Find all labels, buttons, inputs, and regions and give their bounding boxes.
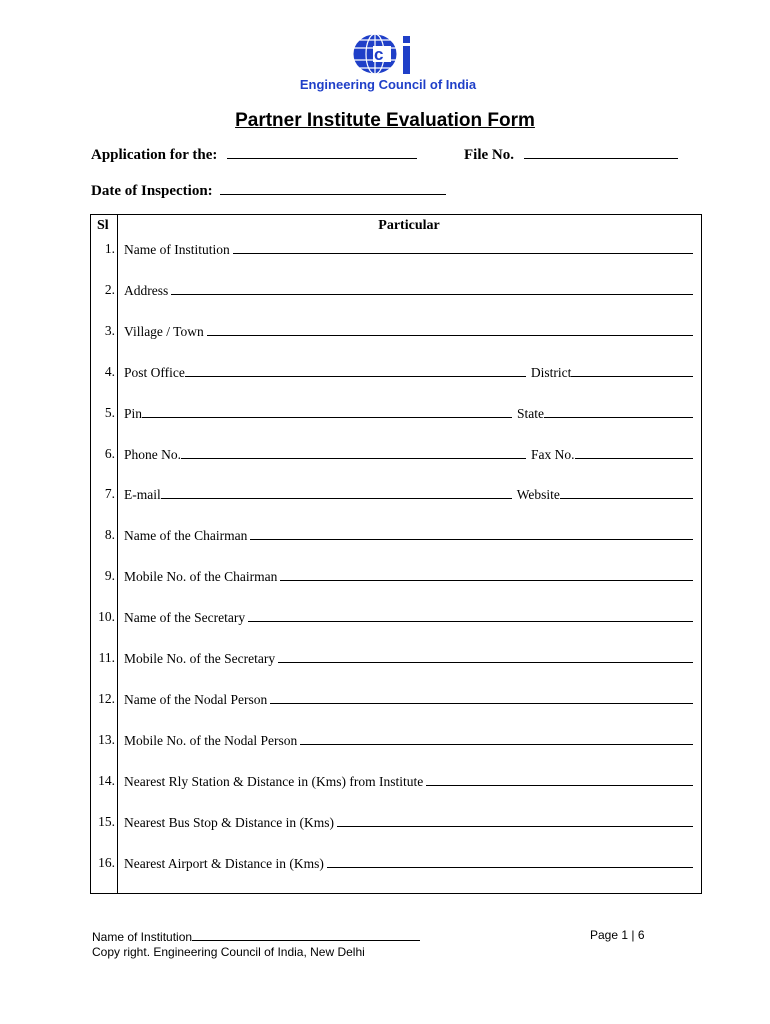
table-row bbox=[91, 650, 701, 672]
file-no-field[interactable] bbox=[464, 146, 678, 164]
date-of-inspection-label: Date of Inspection: bbox=[91, 183, 213, 199]
row-number: 5. bbox=[104, 404, 115, 420]
row-input-line[interactable] bbox=[327, 855, 693, 868]
particulars-table bbox=[90, 214, 702, 894]
row-number: 14. bbox=[98, 772, 115, 788]
row-number: 16. bbox=[98, 854, 115, 870]
row-particular bbox=[124, 282, 695, 299]
svg-text:c: c bbox=[374, 45, 384, 64]
table-row bbox=[91, 609, 701, 631]
row-particular bbox=[124, 323, 695, 340]
row-label: Name of the Nodal Person bbox=[124, 691, 268, 707]
row-label-secondary: Website bbox=[516, 487, 560, 503]
row-label: Mobile No. of the Secretary bbox=[124, 651, 276, 666]
row-label: E-mail bbox=[124, 487, 161, 503]
footer-institution-label: Name of Institution bbox=[92, 930, 193, 944]
table-row bbox=[91, 323, 701, 345]
row-particular bbox=[124, 855, 695, 872]
table-row bbox=[91, 241, 701, 263]
table-row bbox=[91, 691, 701, 713]
table-row bbox=[91, 527, 701, 549]
row-label: Name of Institution bbox=[124, 242, 230, 257]
table-row bbox=[91, 732, 701, 754]
footer-institution[interactable] bbox=[92, 928, 420, 944]
row-particular bbox=[124, 486, 695, 503]
application-for-field[interactable] bbox=[91, 146, 417, 164]
row-number: 4. bbox=[104, 363, 115, 379]
row-particular bbox=[124, 814, 695, 831]
file-no-label: File No. bbox=[464, 147, 514, 163]
row-label: Name of the Chairman bbox=[124, 528, 248, 544]
application-for-line[interactable] bbox=[227, 146, 417, 159]
row-particular bbox=[124, 773, 695, 790]
row-particular bbox=[124, 732, 695, 749]
row-input-line[interactable] bbox=[280, 568, 693, 581]
row-input-line[interactable] bbox=[207, 323, 693, 336]
row-input-line-secondary[interactable] bbox=[560, 486, 693, 499]
column-header-sl: Sl bbox=[97, 218, 109, 233]
row-input-line[interactable] bbox=[300, 732, 693, 745]
row-particular bbox=[124, 609, 695, 626]
row-input-line[interactable] bbox=[337, 814, 693, 827]
table-row bbox=[91, 486, 701, 508]
table-row bbox=[91, 568, 701, 590]
row-particular bbox=[124, 691, 695, 708]
row-label: Phone No. bbox=[124, 446, 181, 462]
row-input-line-secondary[interactable] bbox=[544, 405, 693, 418]
row-particular bbox=[124, 241, 695, 258]
column-header-particular: Particular bbox=[378, 218, 440, 233]
row-label: Address bbox=[124, 282, 169, 298]
row-label-secondary: District bbox=[530, 364, 572, 380]
row-number: 12. bbox=[98, 690, 115, 706]
footer-institution-line[interactable] bbox=[192, 928, 420, 941]
date-of-inspection-line[interactable] bbox=[220, 182, 446, 195]
row-particular bbox=[124, 364, 695, 381]
row-number: 8. bbox=[104, 527, 115, 543]
table-row bbox=[91, 446, 701, 468]
row-input-line[interactable] bbox=[233, 241, 693, 254]
row-number: 3. bbox=[104, 322, 115, 338]
row-number: 2. bbox=[104, 281, 115, 297]
eci-logo bbox=[351, 32, 421, 76]
row-label: Pin bbox=[124, 405, 143, 421]
row-number: 15. bbox=[98, 813, 115, 829]
row-number: 1. bbox=[104, 241, 115, 256]
organization-name: Engineering Council of India bbox=[299, 77, 477, 92]
i-stem bbox=[403, 46, 410, 74]
application-for-label: Application for the: bbox=[91, 147, 218, 163]
i-dot bbox=[403, 36, 410, 43]
table-row bbox=[91, 282, 701, 304]
table-row bbox=[91, 773, 701, 795]
row-label: Nearest Bus Stop & Distance in (Kms) bbox=[124, 814, 334, 830]
table-row bbox=[91, 855, 701, 877]
row-input-line-secondary[interactable] bbox=[571, 364, 693, 377]
footer-copyright: Copy right. Engineering Council of India, New Delhi bbox=[92, 945, 365, 959]
row-input-line[interactable] bbox=[248, 609, 693, 622]
row-label-secondary: State bbox=[517, 405, 545, 421]
row-input-line[interactable] bbox=[426, 773, 693, 786]
row-label: Mobile No. of the Nodal Person bbox=[124, 732, 298, 748]
row-label: Village / Town bbox=[124, 323, 204, 339]
form-title: Partner Institute Evaluation Form bbox=[235, 110, 535, 131]
row-particular bbox=[124, 446, 695, 463]
row-label: Nearest Airport & Distance in (Kms) bbox=[124, 855, 324, 871]
row-input-line[interactable] bbox=[185, 364, 526, 377]
row-input-line-secondary[interactable] bbox=[575, 446, 694, 459]
file-no-line[interactable] bbox=[524, 146, 678, 159]
table-row bbox=[91, 405, 701, 427]
row-input-line[interactable] bbox=[181, 446, 526, 459]
row-particular bbox=[124, 405, 695, 422]
row-particular bbox=[124, 527, 695, 544]
date-of-inspection-field[interactable] bbox=[91, 182, 446, 200]
row-label: Mobile No. of the Chairman bbox=[124, 569, 278, 585]
row-input-line[interactable] bbox=[270, 691, 693, 704]
row-label: Name of the Secretary bbox=[124, 610, 246, 626]
row-input-line[interactable] bbox=[278, 650, 693, 663]
row-label-secondary: Fax No. bbox=[531, 446, 575, 462]
row-number: 11. bbox=[98, 650, 115, 665]
row-number: 6. bbox=[104, 445, 115, 461]
row-input-line[interactable] bbox=[161, 486, 512, 499]
row-number: 7. bbox=[104, 486, 115, 502]
row-particular bbox=[124, 568, 695, 585]
row-particular bbox=[124, 650, 695, 667]
row-input-line[interactable] bbox=[171, 282, 693, 295]
page-number: Page 1 | 6 bbox=[590, 928, 645, 942]
row-input-line[interactable] bbox=[250, 527, 693, 540]
row-label: Post Office bbox=[124, 364, 185, 380]
table-row bbox=[91, 364, 701, 386]
row-number: 13. bbox=[98, 731, 115, 747]
row-number: 9. bbox=[104, 568, 115, 584]
row-label: Nearest Rly Station & Distance in (Kms) from Institute bbox=[124, 773, 424, 789]
globe-icon bbox=[353, 34, 397, 74]
row-number: 10. bbox=[98, 609, 115, 625]
row-input-line[interactable] bbox=[142, 405, 512, 418]
table-row bbox=[91, 814, 701, 836]
